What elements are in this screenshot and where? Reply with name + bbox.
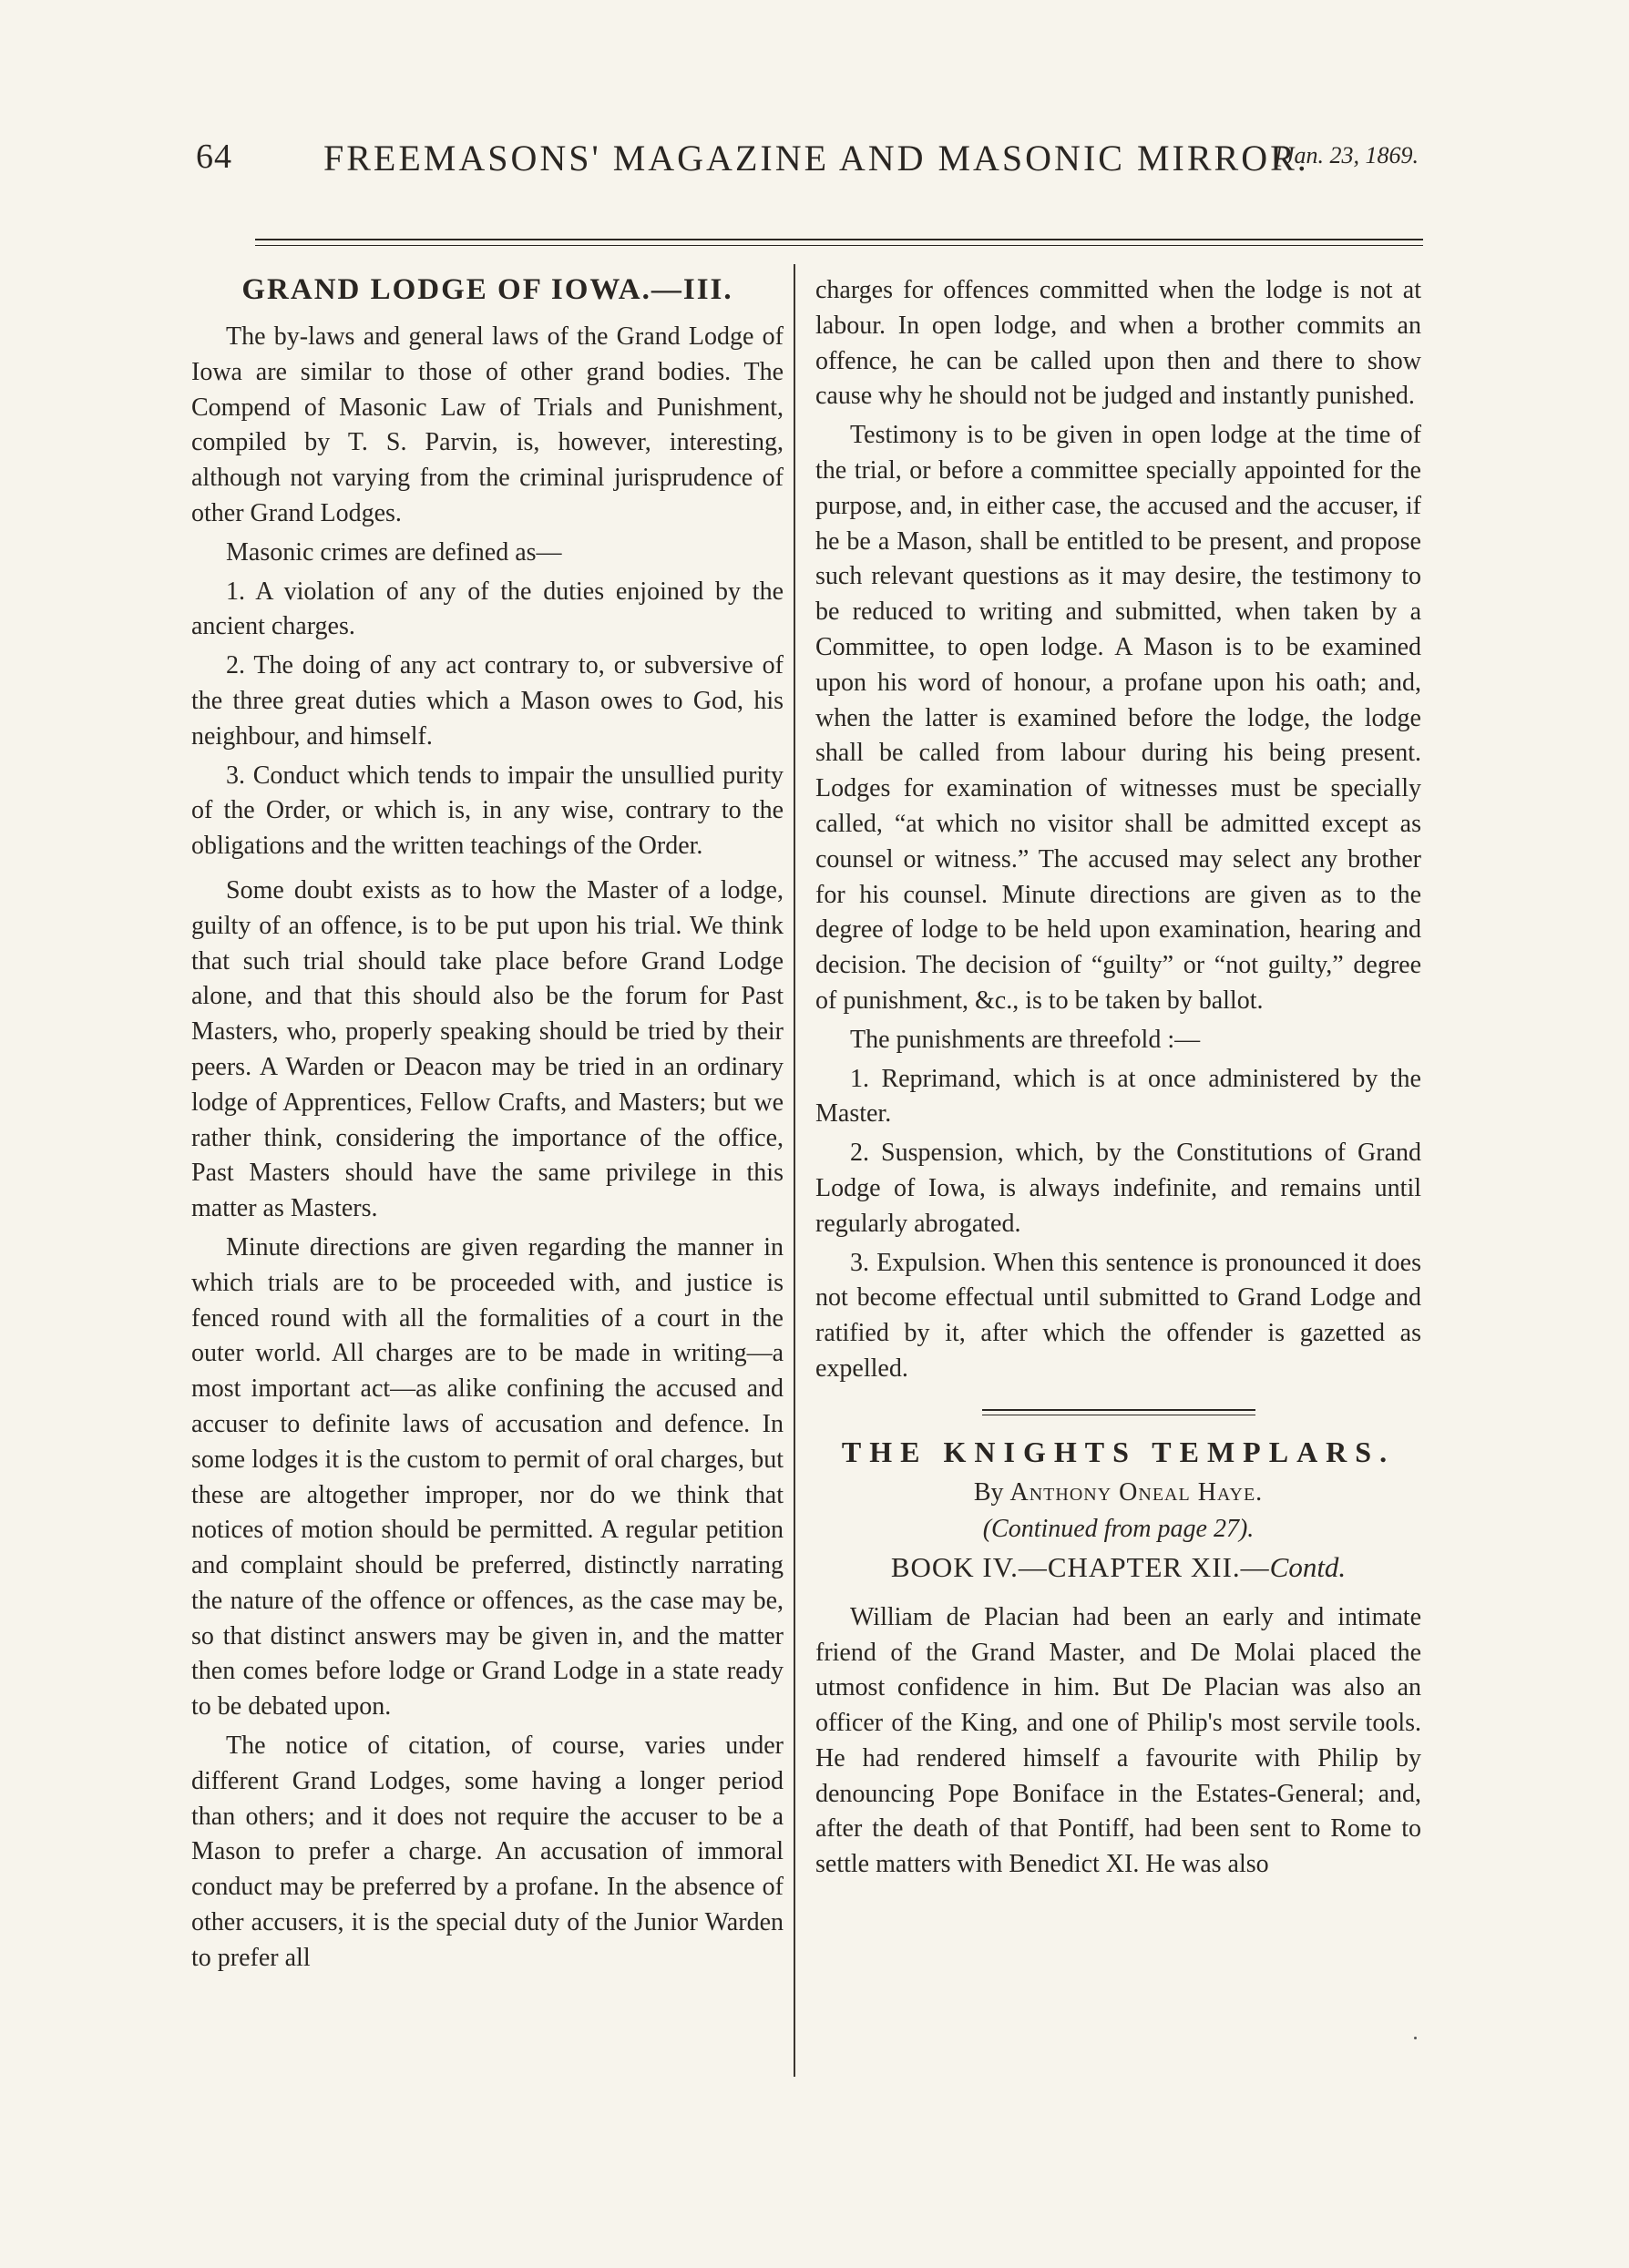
paragraph: charges for offences committed when the lodge is not at labour. In open lodge, and when a brother commits an offence, he can be called upon then and there to show cause why he should not be judged and instantly punished. bbox=[815, 276, 1421, 411]
chapter-heading bbox=[815, 1551, 1421, 1584]
list-item: 1. Reprimand, which is at once administered by the Master. bbox=[815, 1064, 1421, 1129]
list-item: 2. The doing of any act contrary to, or subversive of the three great duties which a Mason owes to God, his neighbour, and himself. bbox=[191, 651, 784, 751]
paragraph: The punishments are threefold :— bbox=[850, 1025, 1201, 1054]
chapter-contd: Contd. bbox=[1269, 1550, 1347, 1583]
continuation-note: (Continued from page 27). bbox=[982, 1514, 1255, 1543]
column-divider bbox=[794, 264, 795, 2077]
page-number: 64 bbox=[196, 138, 232, 176]
running-head bbox=[196, 137, 1419, 191]
list-item: 2. Suspension, which, by the Constitutions of Grand Lodge of Iowa, is always indefinite, and remains until regularly abrogated. bbox=[815, 1139, 1421, 1238]
ink-mark bbox=[1414, 2037, 1417, 2039]
paragraph: Masonic crimes are defined as— bbox=[226, 537, 562, 567]
right-column bbox=[815, 273, 1421, 1883]
paragraph: Testimony is to be given in open lodge at the time of the trial, or before a committee specially appointed for the purpose, and, in either case, the accused and the accuser, if he be a Mason, shall be entitled to be present, and propose such relevant questions as it may desire, the testimony to be reduced to writing and submitted, when taken by a Committee, to open lodge. A Mason is to be examined upon his word of honour, a profane upon his oath; and, when the latter is examined before the lodge, the lodge shall be called from labour during his being present. Lodges for examination of witnesses must be specially called, “at which no visitor shall be admitted except as counsel or witness.” The accused may select any brother for his counsel. Minute directions are given as to the degree of lodge to be held upon examination, hearing and decision. The decision of “guilty” or “not guilty,” degree of punishment, &c., is to be taken by ballot. bbox=[815, 421, 1421, 1015]
section-heading-grand-lodge-iowa: GRAND LODGE OF IOWA.—III. bbox=[241, 273, 733, 306]
issue-date: [Jan. 23, 1869. bbox=[1274, 142, 1419, 169]
left-column bbox=[191, 273, 784, 1977]
list-item: 3. Expulsion. When this sentence is pronounced it does not become effectual until submitted to Grand Lodge and ratified by it, after which the offender is gazetted as expelled. bbox=[815, 1248, 1421, 1383]
article-title: THE KNIGHTS TEMPLARS. bbox=[841, 1435, 1396, 1468]
magazine-title: FREEMASONS' MAGAZINE AND MASONIC MIRROR. bbox=[323, 138, 1309, 179]
paragraph: Minute directions are given regarding the manner in which trials are to be proceeded with, and justice is fenced round with all the formalities of a court in the outer world. All charges are to be made in writing—a most important act—as alike confining the accused and accuser to definite laws of accusation and defence. In some lodges it is the custom to permit of oral charges, but these are altogether improper, nor do we think that notices of motion should be permitted. A regular petition and complaint should be preferred, distinctly narrating the nature of the offence or offences, as the case may be, so that distinct answers may be given in, and the matter then comes before lodge or Grand Lodge in a state ready to be debated upon. bbox=[191, 1232, 784, 1721]
paragraph: The by-laws and general laws of the Grand Lodge of Iowa are similar to those of other grand bodies. The Compend of Masonic Law of Trials and Punishment, compiled by T. S. Parvin, is, however, interesting, although not varying from the criminal jurisprudence of other Grand Lodges. bbox=[191, 322, 784, 527]
header-rule bbox=[255, 239, 1423, 246]
byline bbox=[815, 1478, 1421, 1507]
paragraph: The notice of citation, of course, varies under different Grand Lodges, some having a longer period than others; and it does not require the accuser to be a Mason to prefer a charge. An accusation of immoral conduct may be preferred by a profane. In the absence of other accusers, it is the special duty of the Junior Warden to prefer all bbox=[191, 1732, 784, 1972]
author-name: Anthony Oneal Haye. bbox=[1009, 1477, 1264, 1507]
paragraph: Some doubt exists as to how the Master of a lodge, guilty of an offence, is to be put upon his trial. We think that such trial should take place before Grand Lodge alone, and that this should also be the forum for Past Masters, who, properly speaking should be tried by their peers. A Warden or Deacon may be tried in an ordinary lodge of Apprentices, Fellow Crafts, and Masters; but we rather think, considering the importance of the office, Past Masters should have the same privilege in this matter as Masters. bbox=[191, 875, 784, 1223]
byline-prefix: By bbox=[973, 1477, 1004, 1507]
section-rule bbox=[982, 1409, 1255, 1415]
chapter-label: BOOK IV.—CHAPTER XII.— bbox=[890, 1550, 1270, 1583]
list-item: 1. A violation of any of the duties enjoined by the ancient charges. bbox=[191, 577, 784, 641]
paragraph: William de Placian had been an early and intimate friend of the Grand Master, and De Molai placed the utmost confidence in him. But De Placian was also an officer of the King, and one of Philip's most servile tools. He had rendered himself a favourite with Philip by denouncing Pope Boniface in the Estates-General; and, after the death of that Pontiff, had been sent to Rome to settle matters with Benedict XI. He was also bbox=[815, 1602, 1421, 1879]
list-item: 3. Conduct which tends to impair the unsullied purity of the Order, or which is, in any wise, contrary to the obligations and the written teachings of the Order. bbox=[191, 761, 784, 861]
